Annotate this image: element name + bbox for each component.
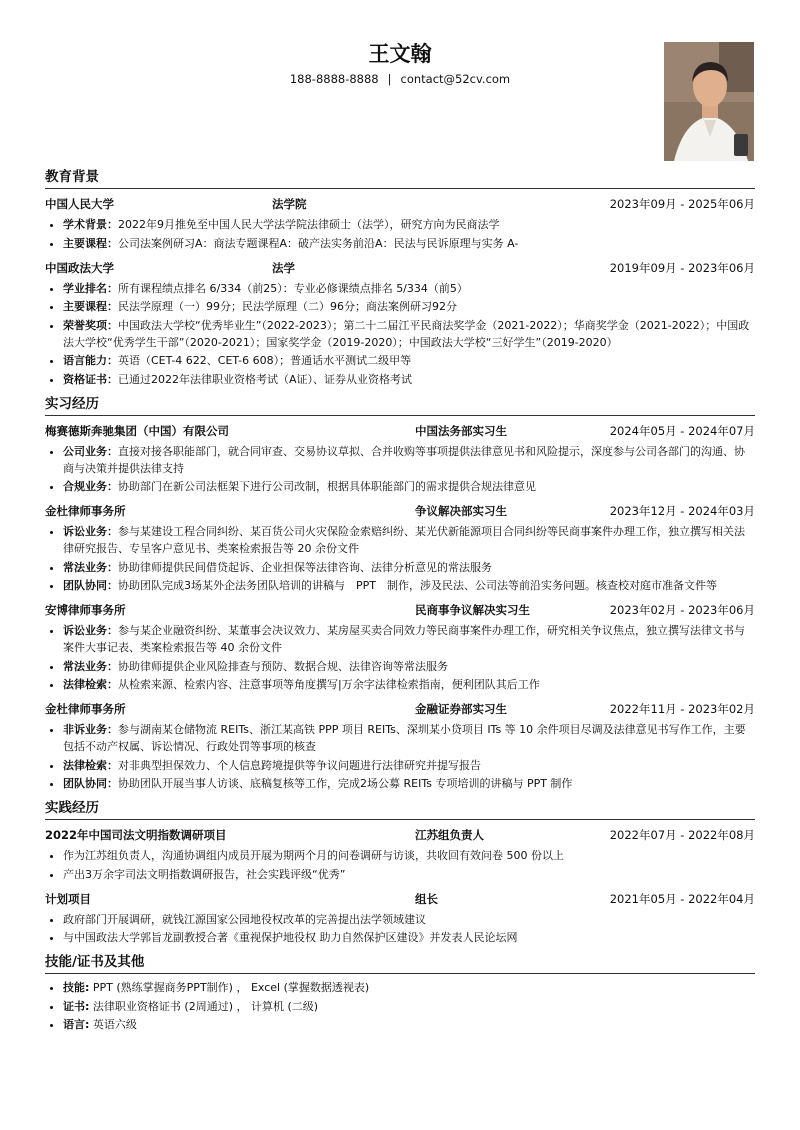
project-name: 计划项目 <box>45 891 91 906</box>
list-item: • 非诉业务：参与湖南某仓储物流 REITs、浙江某高铁 PPP 项目 REITs、深圳某小贷项目 ITs 等 10 余件项目尽调及法律意见书写作工作，主要包括不动产权属、诉讼情况、行政处罚等事项的核查 <box>63 721 755 755</box>
section-title: 实习经历 <box>45 394 755 416</box>
profile-photo <box>664 42 754 161</box>
education-entry <box>45 258 755 388</box>
date-range: 2023年02月 - 2023年06月 <box>609 603 755 617</box>
date-range: 2024年05月 - 2024年07月 <box>609 423 755 438</box>
list-item: • 诉讼业务：参与某企业融资纠纷、某董事会决议效力、某房屋买卖合同效力等民商事案件办理工作，研究相关争议焦点，独立撰写法律文书与案件大事记表、类案检索报告等 40 余份文件 <box>63 622 755 656</box>
list-item: • 团队协同：协助团队开展当事人访谈、底稿复核等工作，完成2场公募 REITs 专项培训的讲稿与 PPT 制作 <box>63 775 755 792</box>
list-item: • 证书: 法律职业资格证书 (2周通过) ， 计算机 (二级) <box>63 998 755 1015</box>
date-range: 2023年12月 - 2024年03月 <box>609 504 755 518</box>
practice-section <box>45 798 755 946</box>
internship-section <box>45 394 755 793</box>
list-item: • 法律检索：对非典型担保效力、个人信息跨境提供等争议问题进行法律研究并提写报告 <box>63 757 755 774</box>
phone-number: 188-8888-8888 <box>289 72 379 86</box>
internship-entry <box>45 421 755 496</box>
project-role: 江苏组负责人 <box>415 828 484 842</box>
list-item: • 语言: 英语六级 <box>63 1016 755 1033</box>
section-title: 技能/证书及其他 <box>45 952 755 974</box>
job-role: 民商事争议解决实习生 <box>415 603 530 617</box>
practice-entry <box>45 825 755 883</box>
job-role: 中国法务部实习生 <box>415 423 507 438</box>
list-item: • 荣誉奖项：中国政法大学校“优秀毕业生”（2022-2023）；第二十二届江平民商法奖学金（2021-2022）；华商奖学金（2021-2022）；中国政法大学校“优秀学生干部”（2020-2021）；国家奖学金（2019-2020）；中国政法大学校“三好学生”（2019-2020） <box>63 317 755 351</box>
education-section <box>45 167 755 388</box>
organization-name: 金杜律师事务所 <box>45 702 126 716</box>
date-range: 2019年09月 - 2023年06月 <box>609 260 755 275</box>
date-range: 2022年07月 - 2022年08月 <box>609 828 755 842</box>
list-item: • 政府部门开展调研，就钱江源国家公园地役权改革的完善提出法学领域建议 <box>63 911 755 928</box>
list-item: • 与中国政法大学郭旨龙副教授合著《重视保护地役权 助力自然保护区建设》并发表人民论坛网 <box>63 929 755 946</box>
list-item: • 主要课程：民法学原理（一）99分；民法学原理（二）96分；商法案例研习92分 <box>63 298 755 315</box>
section-title: 实践经历 <box>45 798 755 820</box>
job-role: 争议解决部实习生 <box>415 504 507 518</box>
section-title: 教育背景 <box>45 167 755 189</box>
list-item: • 诉讼业务：参与某建设工程合同纠纷、某百货公司火灾保险金索赔纠纷、某光伏新能源项目合同纠纷等民商事案件办理工作，独立撰写相关法律研究报告、专呈客户意见书、类案检索报告等 20 余份文件 <box>63 523 755 557</box>
organization-name: 安博律师事务所 <box>45 603 126 617</box>
school-name: 中国人民大学 <box>45 197 114 211</box>
list-item: • 常法业务：协助律师提供民间借贷起诉、企业担保等法律咨询、法律分析意见的常法服务 <box>63 559 755 576</box>
list-item: • 学业排名：所有课程绩点排名 6/334（前25）：专业必修课绩点排名 5/334（前5） <box>63 280 755 297</box>
contact-separator: | <box>387 72 392 86</box>
list-item: • 常法业务：协助律师提供企业风险排查与预防、数据合规、法律咨询等常法服务 <box>63 658 755 675</box>
email-address: contact@52cv.com <box>400 72 511 86</box>
list-item: • 资格证书：已通过2022年法律职业资格考试（A证）、证券从业资格考试 <box>63 371 755 388</box>
date-range: 2022年11月 - 2023年02月 <box>609 702 755 716</box>
organization-name: 梅赛德斯奔驰集团（中国）有限公司 <box>45 423 229 438</box>
candidate-name: 王文翰 <box>368 42 432 66</box>
project-role: 组长 <box>415 891 438 906</box>
resume-content <box>45 167 755 1039</box>
major: 法学 <box>272 260 295 275</box>
list-item: • 主要课程：公司法案例研习A：商法专题课程A：破产法实务前沿A：民法与民诉原理与实务 A- <box>63 235 755 252</box>
list-item: • 学术背景：2022年9月推免至中国人民大学法学院法律硕士（法学），研究方向为民商法学 <box>63 216 755 233</box>
list-item: • 技能: PPT (熟练掌握商务PPT制作) ， Excel (掌握数据透视表) <box>63 979 755 996</box>
school-name: 中国政法大学 <box>45 260 114 275</box>
job-role: 金融证券部实习生 <box>415 702 507 716</box>
skills-section <box>45 952 755 1033</box>
major: 法学院 <box>272 197 307 211</box>
project-name: 2022年中国司法文明指数调研项目 <box>45 828 227 842</box>
list-item: • 团队协同：协助团队完成3场某外企法务团队培训的讲稿与 PPT 制作，涉及民法、公司法等前沿实务问题。核查校对庭市准备文件等 <box>63 577 755 594</box>
organization-name: 金杜律师事务所 <box>45 504 126 518</box>
date-range: 2023年09月 - 2025年06月 <box>609 197 755 211</box>
education-entry <box>45 194 755 252</box>
list-item: • 作为江苏组负责人，沟通协调组内成员开展为期两个月的问卷调研与访谈，共收回有效问卷 500 份以上 <box>63 847 755 864</box>
list-item: • 公司业务：直接对接各职能部门，就合同审查、交易协议草拟、合并收购等事项提供法律意见书和风险提示，深度参与公司各部门的沟通、协商与决策并提供法律支持 <box>63 443 755 477</box>
list-item: • 合规业务：协助部门在新公司法框架下进行公司改制，根据具体职能部门的需求提供合规法律意见 <box>63 478 755 495</box>
internship-entry <box>45 699 755 792</box>
list-item: • 语言能力：英语（CET-4 622、CET-6 608）；普通话水平测试二级甲等 <box>63 352 755 369</box>
list-item: • 产出3万余字司法文明指数调研报告，社会实践评级“优秀” <box>63 866 755 883</box>
date-range: 2021年05月 - 2022年04月 <box>609 891 755 906</box>
internship-entry <box>45 501 755 594</box>
list-item: • 法律检索：从检索来源、检索内容、注意事项等角度撰写|万余字法律检索指南，便利团队其后工作 <box>63 676 755 693</box>
internship-entry <box>45 600 755 693</box>
practice-entry <box>45 889 755 947</box>
